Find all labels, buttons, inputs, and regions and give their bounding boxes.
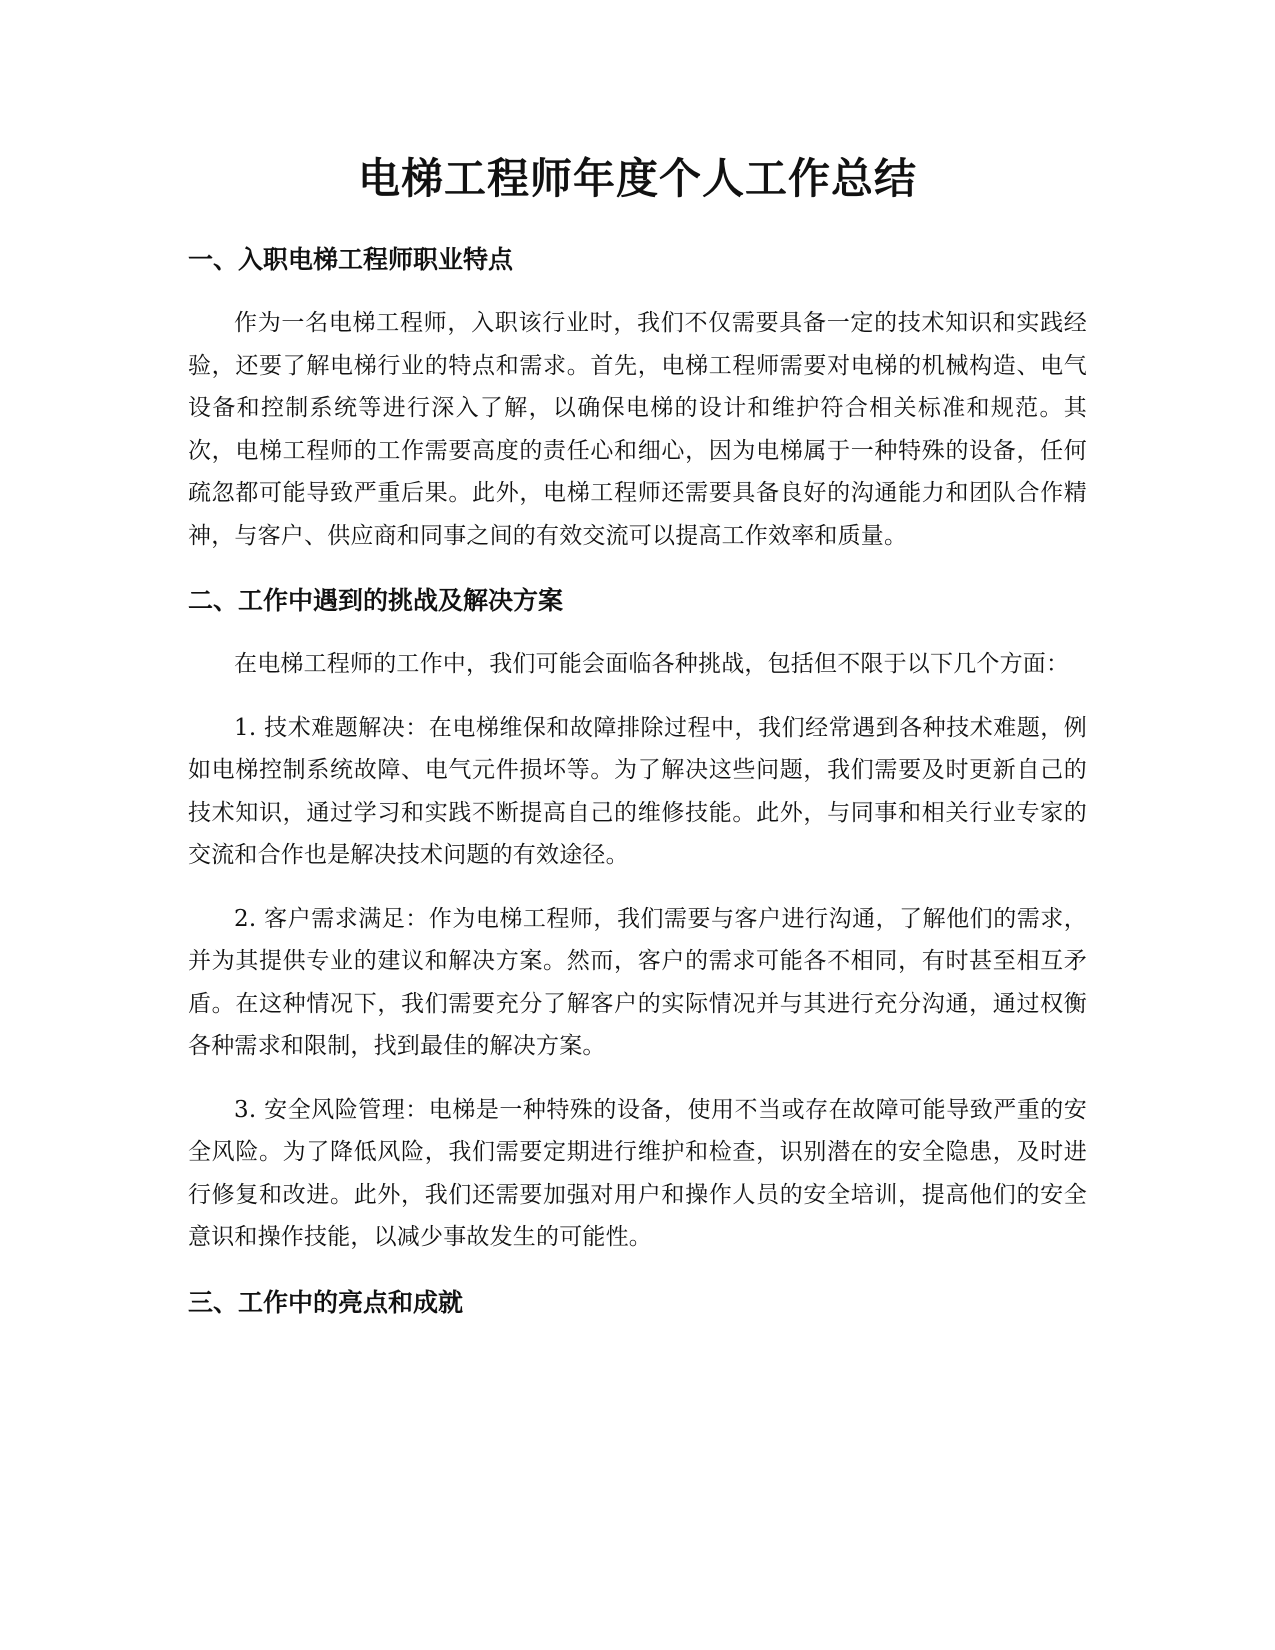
- section-2-paragraph-intro: 在电梯工程师的工作中，我们可能会面临各种挑战，包括但不限于以下几个方面：: [234, 651, 1070, 677]
- section-2-item-3: 3. 安全风险管理：电梯是一种特殊的设备，使用不当或存在故障可能导致严重的安全风险。为了降低风险，我们需要定期进行维护和检查，识别潜在的安全隐患，及时进行修复和改进。此外，我们还需要加强对用户和操作人员的安全培训，提高他们的安全意识和操作技能，以减少事故发生的可能性。: [188, 1096, 1087, 1250]
- section-2-item-1: 1. 技术难题解决：在电梯维保和故障排除过程中，我们经常遇到各种技术难题，例如电梯控制系统故障、电气元件损坏等。为了解决这些问题，我们需要及时更新自己的技术知识，通过学习和实践不断提高自己的维修技能。此外，与同事和相关行业专家的交流和合作也是解决技术问题的有效途径。: [188, 714, 1087, 868]
- section-2-item-2: 2. 客户需求满足：作为电梯工程师，我们需要与客户进行沟通，了解他们的需求，并为其提供专业的建议和解决方案。然而，客户的需求可能各不相同，有时甚至相互矛盾。在这种情况下，我们需要充分了解客户的实际情况并与其进行充分沟通，通过权衡各种需求和限制，找到最佳的解决方案。: [188, 905, 1087, 1059]
- section-heading-1: 一、入职电梯工程师职业特点: [188, 245, 514, 274]
- document-title: 电梯工程师年度个人工作总结: [357, 154, 917, 203]
- section-heading-3: 三、工作中的亮点和成就: [188, 1287, 464, 1317]
- section-heading-2: 二、工作中遇到的挑战及解决方案: [188, 586, 564, 615]
- section-1-paragraph-1: 作为一名电梯工程师，入职该行业时，我们不仅需要具备一定的技术知识和实践经验，还要了解电梯行业的特点和需求。首先，电梯工程师需要对电梯的机械构造、电气设备和控制系统等进行深入了解，以确保电梯的设计和维护符合相关标准和规范。其次，电梯工程师的工作需要高度的责任心和细心，因为电梯属于一种特殊的设备，任何疏忽都可能导致严重后果。此外，电梯工程师还需要具备良好的沟通能力和团队合作精神，与客户、供应商和同事之间的有效交流可以提高工作效率和质量。: [188, 310, 1087, 549]
